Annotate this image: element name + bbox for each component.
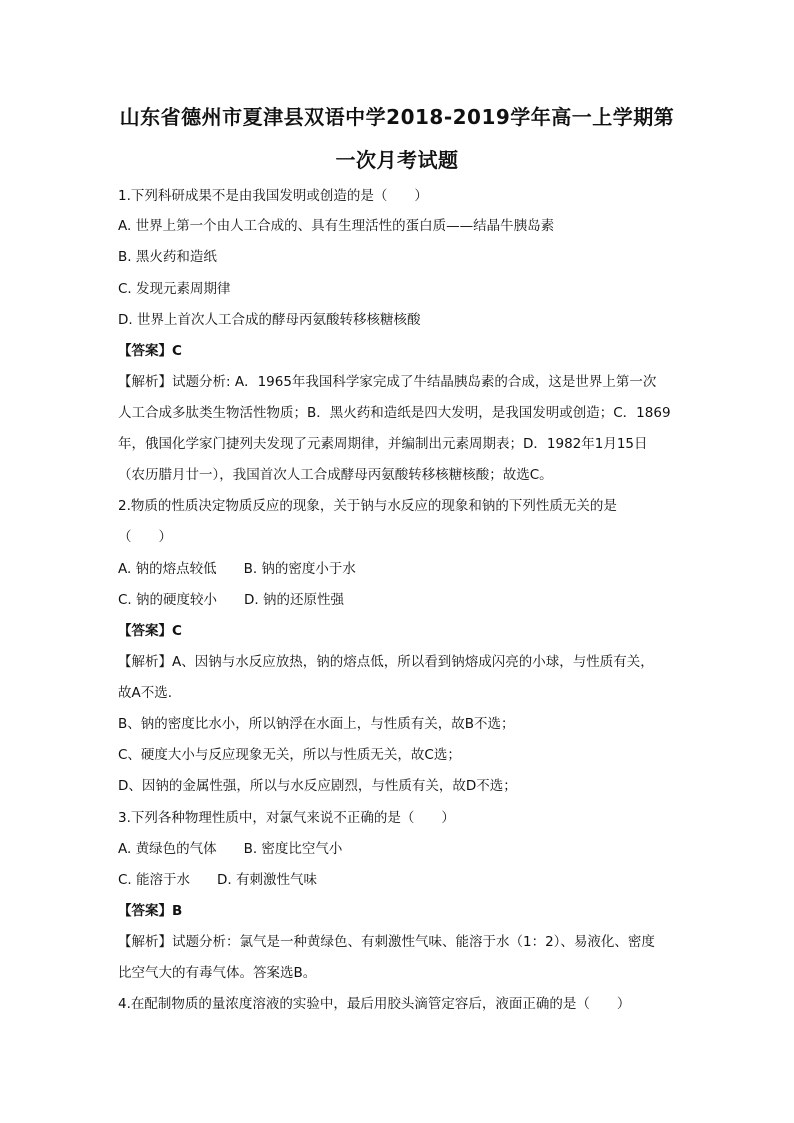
q2-options-cd: C. 钠的硬度较小 D. 钠的还原性强: [118, 592, 344, 608]
q2-stem-line-1: 2.物质的性质决定物质反应的现象，关于钠与水反应的现象和钠的下列性质无关的是: [118, 498, 617, 514]
q1-option-d: D. 世界上首次人工合成的酵母丙氨酸转移核糖核酸: [118, 312, 421, 328]
q1-option-a: A. 世界上第一个由人工合成的、具有生理活性的蛋白质——结晶牛胰岛素: [118, 218, 555, 234]
q4-stem: 4.在配制物质的量浓度溶液的实验中，最后用胶头滴管定容后，液面正确的是（ ）: [118, 996, 631, 1012]
q1-stem: 1.下列科研成果不是由我国发明或创造的是（ ）: [118, 188, 428, 204]
q3-stem: 3.下列各种物理性质中，对氯气来说不正确的是（ ）: [118, 810, 455, 826]
q1-analysis-line-3: 年，俄国化学家门捷列夫发现了元素周期律，并编制出元素周期表；D．1982年1月15日: [118, 436, 648, 452]
document-title-line-1: 山东省德州市夏津县双语中学2018-2019学年高一上学期第: [119, 105, 675, 129]
q3-analysis-line-2: 比空气大的有毒气体。答案选B。: [118, 965, 317, 981]
q3-analysis-line-1: 【解析】试题分析：氯气是一种黄绿色、有刺激性气味、能溶于水（1：2）、易液化、密度: [118, 934, 655, 950]
q2-options-ab: A. 钠的熔点较低 B. 钠的密度小于水: [118, 561, 356, 577]
q3-options-ab: A. 黄绿色的气体 B. 密度比空气小: [118, 841, 343, 857]
q1-option-b: B. 黑火药和造纸: [118, 249, 217, 265]
q1-analysis-line-4: （农历腊月廿一），我国首次人工合成酵母丙氨酸转移核糖核酸；故选C。: [118, 467, 553, 483]
q3-options-cd: C. 能溶于水 D. 有刺激性气味: [118, 872, 317, 888]
q2-analysis-line-2: 故A不选.: [118, 685, 173, 701]
q1-analysis-line-1: 【解析】试题分析: A．1965年我国科学家完成了牛结晶胰岛素的合成，这是世界上第一次: [118, 374, 657, 390]
q2-analysis-line-5: D、因钠的金属性强，所以与水反应剧烈，与性质有关，故D不选；: [118, 778, 517, 794]
q2-analysis-line-3: B、钠的密度比水小，所以钠浮在水面上，与性质有关，故B不选；: [118, 716, 515, 732]
q2-analysis-line-1: 【解析】A、因钠与水反应放热，钠的熔点低，所以看到钠熔成闪亮的小球，与性质有关，: [118, 654, 654, 670]
q3-answer: 【答案】B: [118, 903, 183, 919]
q1-option-c: C. 发现元素周期律: [118, 281, 231, 297]
q2-analysis-line-4: C、硬度大小与反应现象无关，所以与性质无关，故C选；: [118, 747, 461, 763]
document-title-line-2: 一次月考试题: [335, 148, 459, 172]
q2-stem-line-2: （ ）: [118, 529, 172, 545]
q2-answer: 【答案】C: [118, 623, 182, 639]
q1-answer: 【答案】C: [118, 343, 182, 359]
q1-analysis-line-2: 人工合成多肽类生物活性物质；B．黑火药和造纸是四大发明，是我国发明或创造；C．1869: [118, 405, 671, 421]
